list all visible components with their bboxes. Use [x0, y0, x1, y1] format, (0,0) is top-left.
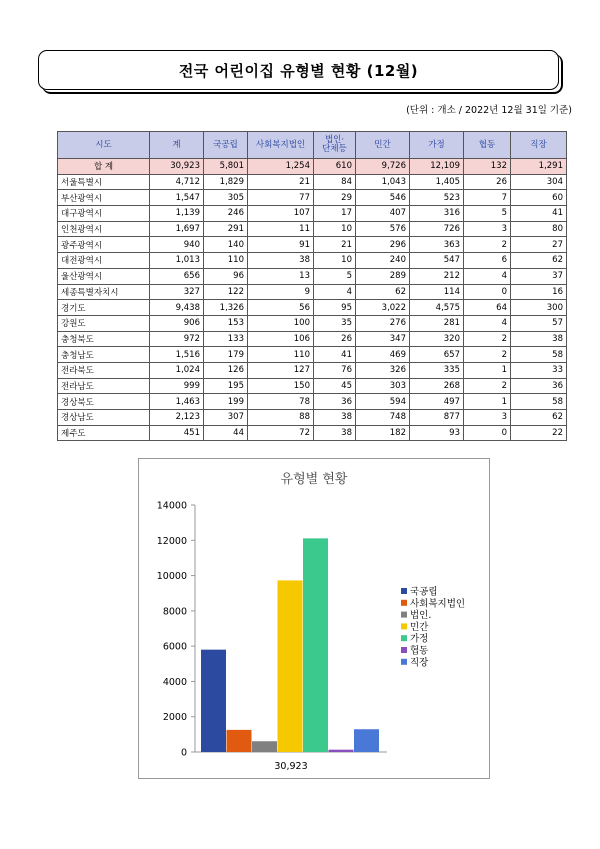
- table-cell: 45: [314, 378, 356, 394]
- table-row: [58, 410, 567, 426]
- table-cell: 4: [464, 315, 511, 331]
- column-header: 협동: [464, 132, 511, 159]
- table-cell: 76: [314, 362, 356, 378]
- legend-label: 민간: [410, 621, 429, 633]
- table-row: [58, 394, 567, 410]
- table-cell: 64: [464, 300, 511, 316]
- region-name: 충청북도: [58, 331, 150, 347]
- table-row: [58, 206, 567, 222]
- table-cell: 347: [356, 331, 410, 347]
- table-cell: 497: [410, 394, 464, 410]
- table-cell: 12,109: [410, 159, 464, 175]
- table-cell: 77: [248, 190, 314, 206]
- table-cell: 9,438: [150, 300, 204, 316]
- table-cell: 877: [410, 410, 464, 426]
- legend-swatch: [401, 659, 407, 665]
- table-cell: 276: [356, 315, 410, 331]
- table-cell: 281: [410, 315, 464, 331]
- table-row: [58, 347, 567, 363]
- table-cell: 3: [464, 410, 511, 426]
- table-cell: 5: [464, 206, 511, 222]
- table-cell: 748: [356, 410, 410, 426]
- legend-swatch: [401, 612, 407, 618]
- table-cell: 307: [204, 410, 248, 426]
- legend-swatch: [401, 623, 407, 629]
- table-cell: 2,123: [150, 410, 204, 426]
- table-cell: 37: [511, 268, 567, 284]
- table-cell: 1: [464, 394, 511, 410]
- table-cell: 44: [204, 425, 248, 441]
- legend-swatch: [401, 647, 407, 653]
- table-cell: 1,516: [150, 347, 204, 363]
- table-row: [58, 315, 567, 331]
- table-cell: 95: [314, 300, 356, 316]
- table-cell: 60: [511, 190, 567, 206]
- column-header: 민간: [356, 132, 410, 159]
- legend-label: 사회복지법인: [410, 598, 466, 610]
- table-row: [58, 300, 567, 316]
- table-cell: 303: [356, 378, 410, 394]
- table-cell: 3,022: [356, 300, 410, 316]
- legend-label: 국공립: [410, 586, 438, 598]
- table-row: [58, 268, 567, 284]
- region-name: 세종특별자치시: [58, 284, 150, 300]
- table-cell: 11: [248, 221, 314, 237]
- table-cell: 100: [248, 315, 314, 331]
- table-cell: 4: [464, 268, 511, 284]
- table-cell: 576: [356, 221, 410, 237]
- table-row: [58, 362, 567, 378]
- column-header: 법인· 단체등: [314, 132, 356, 159]
- table-cell: 656: [150, 268, 204, 284]
- table-cell: 57: [511, 315, 567, 331]
- table-row: [58, 174, 567, 190]
- table-cell: 240: [356, 253, 410, 269]
- table-cell: 58: [511, 347, 567, 363]
- table-cell: 546: [356, 190, 410, 206]
- table-cell: 29: [314, 190, 356, 206]
- table-cell: 9: [248, 284, 314, 300]
- region-name: 전라남도: [58, 378, 150, 394]
- table-cell: 316: [410, 206, 464, 222]
- facility-table: [57, 131, 567, 441]
- legend-swatch: [401, 588, 407, 594]
- legend-swatch: [401, 600, 407, 606]
- table-cell: 5,801: [204, 159, 248, 175]
- region-name: 울산광역시: [58, 268, 150, 284]
- table-cell: 1: [464, 362, 511, 378]
- table-cell: 547: [410, 253, 464, 269]
- table-cell: 1,463: [150, 394, 204, 410]
- region-name: 경기도: [58, 300, 150, 316]
- table-cell: 199: [204, 394, 248, 410]
- table-cell: 26: [464, 174, 511, 190]
- table-cell: 2: [464, 378, 511, 394]
- table-cell: 320: [410, 331, 464, 347]
- table-cell: 268: [410, 378, 464, 394]
- table-cell: 26: [314, 331, 356, 347]
- table-cell: 1,024: [150, 362, 204, 378]
- table-cell: 153: [204, 315, 248, 331]
- table-cell: 88: [248, 410, 314, 426]
- table-cell: 10: [314, 253, 356, 269]
- table-cell: 72: [248, 425, 314, 441]
- table-row: [58, 190, 567, 206]
- region-name: 강원도: [58, 315, 150, 331]
- table-cell: 182: [356, 425, 410, 441]
- table-cell: 22: [511, 425, 567, 441]
- legend-swatch: [401, 635, 407, 641]
- table-cell: 27: [511, 237, 567, 253]
- table-cell: 305: [204, 190, 248, 206]
- bar-1: [201, 650, 226, 752]
- table-cell: 21: [314, 237, 356, 253]
- table-cell: 126: [204, 362, 248, 378]
- table-cell: 296: [356, 237, 410, 253]
- table-cell: 41: [511, 206, 567, 222]
- table-row: [58, 331, 567, 347]
- table-cell: 3: [464, 221, 511, 237]
- table-cell: 657: [410, 347, 464, 363]
- table-cell: 1,547: [150, 190, 204, 206]
- table-cell: 335: [410, 362, 464, 378]
- table-cell: 96: [204, 268, 248, 284]
- table-cell: 41: [314, 347, 356, 363]
- table-cell: 84: [314, 174, 356, 190]
- table-cell: 62: [356, 284, 410, 300]
- region-name: 부산광역시: [58, 190, 150, 206]
- y-tick-label: 12000: [156, 535, 187, 547]
- column-header: 가정: [410, 132, 464, 159]
- table-cell: 122: [204, 284, 248, 300]
- table-cell: 179: [204, 347, 248, 363]
- table-row: [58, 221, 567, 237]
- table-cell: 9,726: [356, 159, 410, 175]
- chart-canvas: [139, 459, 489, 778]
- y-tick-label: 10000: [156, 571, 187, 583]
- table-cell: 21: [248, 174, 314, 190]
- table-cell: 1,291: [511, 159, 567, 175]
- table-cell: 4: [314, 284, 356, 300]
- table-cell: 110: [204, 253, 248, 269]
- y-tick-label: 6000: [162, 641, 187, 653]
- y-tick-label: 0: [180, 747, 187, 759]
- table-cell: 106: [248, 331, 314, 347]
- table-cell: 523: [410, 190, 464, 206]
- x-category-label: 30,923: [274, 761, 308, 772]
- table-cell: 906: [150, 315, 204, 331]
- column-header: 계: [150, 132, 204, 159]
- table-cell: 407: [356, 206, 410, 222]
- table-cell: 972: [150, 331, 204, 347]
- table-cell: 363: [410, 237, 464, 253]
- table-row: [58, 253, 567, 269]
- table-cell: 35: [314, 315, 356, 331]
- bar-6: [329, 750, 354, 752]
- table-cell: 107: [248, 206, 314, 222]
- table-cell: 13: [248, 268, 314, 284]
- table-total-row: [58, 159, 567, 175]
- table-cell: 212: [410, 268, 464, 284]
- table-cell: 16: [511, 284, 567, 300]
- table-cell: 78: [248, 394, 314, 410]
- table-cell: 1,405: [410, 174, 464, 190]
- bar-5: [303, 538, 328, 752]
- region-name: 광주광역시: [58, 237, 150, 253]
- table-row: [58, 378, 567, 394]
- table-cell: 62: [511, 410, 567, 426]
- table-cell: 36: [314, 394, 356, 410]
- table-cell: 133: [204, 331, 248, 347]
- table-cell: 4,712: [150, 174, 204, 190]
- table-cell: 7: [464, 190, 511, 206]
- table-cell: 2: [464, 331, 511, 347]
- table-cell: 1,139: [150, 206, 204, 222]
- legend-label: 직장: [410, 657, 429, 669]
- table-cell: 1,697: [150, 221, 204, 237]
- table-row: [58, 425, 567, 441]
- region-name: 서울특별시: [58, 174, 150, 190]
- column-header: 국공립: [204, 132, 248, 159]
- region-name: 합 계: [58, 159, 150, 175]
- column-header: 시도: [58, 132, 150, 159]
- table-cell: 2: [464, 237, 511, 253]
- table-cell: 36: [511, 378, 567, 394]
- table-cell: 326: [356, 362, 410, 378]
- legend-label: 법인.: [410, 610, 432, 622]
- region-name: 대전광역시: [58, 253, 150, 269]
- region-name: 인천광역시: [58, 221, 150, 237]
- table-header-row: [58, 132, 567, 159]
- table-cell: 1,254: [248, 159, 314, 175]
- table-cell: 300: [511, 300, 567, 316]
- table-cell: 38: [511, 331, 567, 347]
- table-cell: 6: [464, 253, 511, 269]
- table-cell: 62: [511, 253, 567, 269]
- table-cell: 30,923: [150, 159, 204, 175]
- table-row: [58, 237, 567, 253]
- table-cell: 451: [150, 425, 204, 441]
- table-cell: 127: [248, 362, 314, 378]
- table-cell: 4,575: [410, 300, 464, 316]
- table-cell: 289: [356, 268, 410, 284]
- table-cell: 291: [204, 221, 248, 237]
- table-cell: 132: [464, 159, 511, 175]
- table-cell: 38: [248, 253, 314, 269]
- chart-title: 유형별 현황: [280, 472, 348, 487]
- bar-3: [252, 741, 277, 752]
- table-cell: 469: [356, 347, 410, 363]
- table-cell: 195: [204, 378, 248, 394]
- unit-note: (단위 : 개소 / 2022년 12월 31일 기준): [406, 105, 572, 116]
- bar-7: [354, 729, 379, 752]
- table-cell: 110: [248, 347, 314, 363]
- type-chart: [138, 458, 490, 779]
- region-name: 전라북도: [58, 362, 150, 378]
- region-name: 충청남도: [58, 347, 150, 363]
- region-name: 대구광역시: [58, 206, 150, 222]
- region-name: 경상북도: [58, 394, 150, 410]
- table-cell: 327: [150, 284, 204, 300]
- bar-2: [227, 730, 252, 752]
- legend-label: 가정: [410, 633, 429, 645]
- table-cell: 0: [464, 425, 511, 441]
- page-title: 전국 어린이집 유형별 현황 (12월): [38, 50, 559, 90]
- table-cell: 140: [204, 237, 248, 253]
- table-cell: 1,043: [356, 174, 410, 190]
- table-cell: 114: [410, 284, 464, 300]
- y-tick-label: 8000: [162, 606, 187, 618]
- table-row: [58, 284, 567, 300]
- table-cell: 5: [314, 268, 356, 284]
- table-cell: 91: [248, 237, 314, 253]
- table-cell: 1,013: [150, 253, 204, 269]
- table-cell: 93: [410, 425, 464, 441]
- column-header: 직장: [511, 132, 567, 159]
- table-cell: 726: [410, 221, 464, 237]
- table-cell: 38: [314, 410, 356, 426]
- table-cell: 80: [511, 221, 567, 237]
- bar-4: [278, 580, 303, 752]
- table-cell: 1,829: [204, 174, 248, 190]
- column-header: 사회복지법인: [248, 132, 314, 159]
- y-tick-label: 2000: [162, 712, 187, 724]
- legend-label: 협동: [410, 645, 429, 657]
- table-cell: 38: [314, 425, 356, 441]
- table-cell: 10: [314, 221, 356, 237]
- table-cell: 0: [464, 284, 511, 300]
- table-cell: 33: [511, 362, 567, 378]
- table-cell: 2: [464, 347, 511, 363]
- table-cell: 594: [356, 394, 410, 410]
- table-cell: 58: [511, 394, 567, 410]
- table-cell: 999: [150, 378, 204, 394]
- region-name: 경상남도: [58, 410, 150, 426]
- y-tick-label: 4000: [162, 676, 187, 688]
- table-cell: 304: [511, 174, 567, 190]
- table-cell: 610: [314, 159, 356, 175]
- y-tick-label: 14000: [156, 500, 187, 512]
- table-cell: 17: [314, 206, 356, 222]
- table-cell: 56: [248, 300, 314, 316]
- table-cell: 150: [248, 378, 314, 394]
- table-cell: 1,326: [204, 300, 248, 316]
- region-name: 제주도: [58, 425, 150, 441]
- table-cell: 940: [150, 237, 204, 253]
- table-cell: 246: [204, 206, 248, 222]
